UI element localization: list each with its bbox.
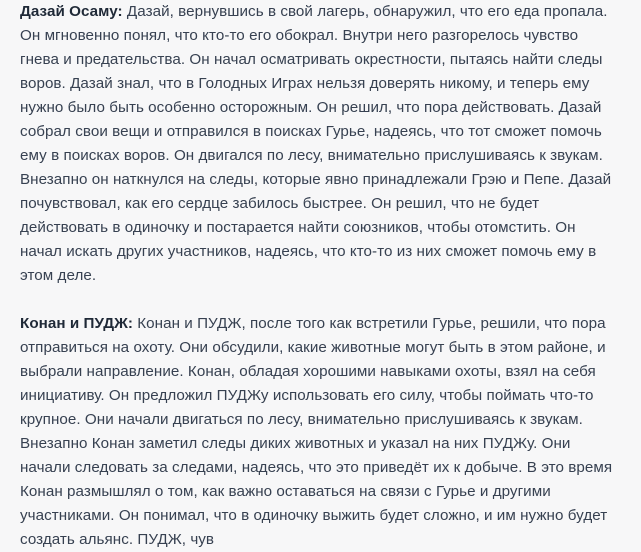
paragraph-line: почувствовал, как его сердце забилось быстрее. Он решил, что не будет xyxy=(20,195,540,212)
paragraph-line: гнева и предательства. Он начал осматривать окрестности, пытаясь найти следы xyxy=(20,51,603,68)
speaker-name: Конан и ПУДЖ: xyxy=(20,315,133,332)
paragraph-line: этом деле. xyxy=(20,267,97,284)
paragraph-line: собрал свои вещи и отправился в поисках Гурье, надеясь, что тот сможет помочь xyxy=(20,123,602,140)
paragraph-line: Внезапно Конан заметил следы диких животных и указал на них ПУДЖу. Они xyxy=(20,435,571,452)
paragraph-line: ему в поисках воров. Он двигался по лесу, внимательно прислушиваясь к звукам. xyxy=(20,147,603,164)
story-paragraph-dazai xyxy=(20,0,641,288)
paragraph-line: начал искать других участников, надеясь, что кто-то из них сможет помочь ему в xyxy=(20,243,597,260)
paragraph-line: Он мгновенно понял, что кто-то его обокрал. Внутри него разгорелось чувство xyxy=(20,27,579,44)
paragraph-line: начали следовать за следами, надеясь, что это приведёт их к добыче. В это время xyxy=(20,459,613,476)
paragraph-line: отправиться на охоту. Они обсудили, какие животные могут быть в этом районе, и xyxy=(20,339,606,356)
paragraph-line: нужно было быть особенно осторожным. Он решил, что пора действовать. Дазай xyxy=(20,99,602,116)
paragraph-line: Внезапно он наткнулся на следы, которые явно принадлежали Грэю и Пепе. Дазай xyxy=(20,171,612,188)
line-text: Конан и ПУДЖ, после того как встретили Гурье, решили, что пора xyxy=(132,315,606,332)
paragraph-line: участниками. Он понимал, что в одиночку выжить будет сложно, и им нужно будет xyxy=(20,507,608,524)
paragraph-line: создать альянс. ПУДЖ, чув xyxy=(20,531,215,548)
story-paragraph-konan-pudge xyxy=(20,312,641,552)
paragraph-line: крупное. Они начали двигаться по лесу, внимательно прислушиваясь к звукам. xyxy=(20,411,583,428)
paragraph-line: выбрали направление. Конан, обладая хорошими навыками охоты, взял на себя xyxy=(20,363,596,380)
paragraph-line: инициативу. Он предложил ПУДЖу использовать его силу, чтобы поймать что-то xyxy=(20,387,594,404)
speaker-name: Дазай Осаму: xyxy=(20,3,123,20)
paragraph-line xyxy=(20,312,641,336)
line-text: Дазай, вернувшись в свой лагерь, обнаружил, что его еда пропала. xyxy=(122,3,608,20)
paragraph-line xyxy=(20,0,641,24)
paragraph-line: воров. Дазай знал, что в Голодных Играх нельзя доверять никому, и теперь ему xyxy=(20,75,590,92)
paragraph-line: действовать в одиночку и постарается найти союзников, чтобы отомстить. Он xyxy=(20,219,576,236)
paragraph-line: Конан размышлял о том, как важно оставаться на связи с Гурье и другими xyxy=(20,483,551,500)
